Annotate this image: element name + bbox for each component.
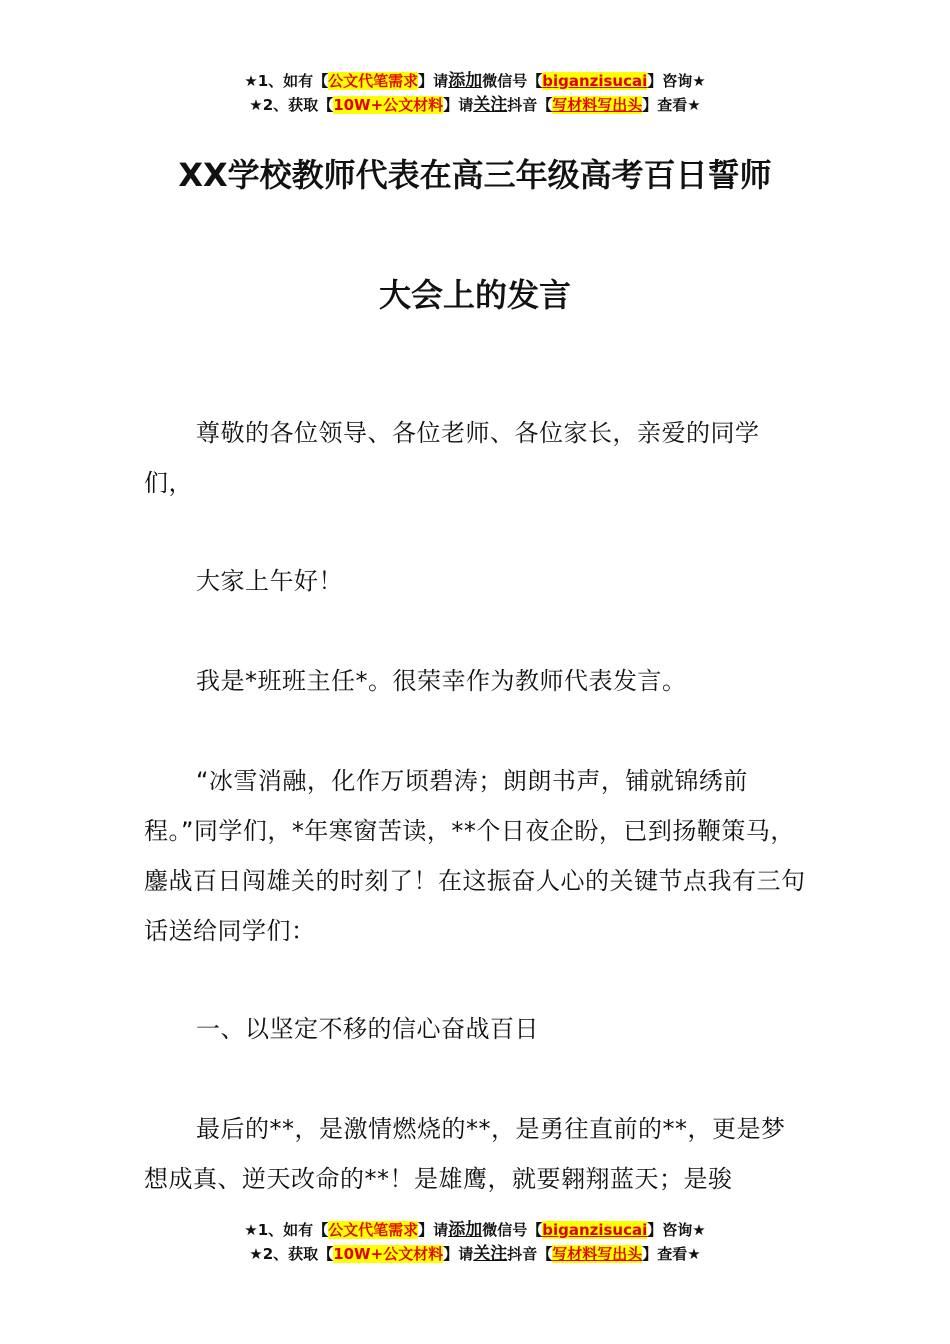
paragraph-greeting: 尊敬的各位领导、各位老师、各位家长，亲爱的同学们， — [144, 419, 760, 497]
title-line-1: XX学校教师代表在高三年级高考百日誓师 — [178, 156, 772, 194]
banner-text: 】请 — [418, 1221, 449, 1239]
banner-text: 抖音【 — [507, 1245, 553, 1263]
banner-text: 】请 — [418, 72, 449, 90]
banner-highlight: 公文代笔需求 — [328, 1221, 419, 1239]
banner-text: 】查看★ — [642, 96, 701, 114]
banner-text: ★2、获取【 — [249, 1245, 334, 1263]
paragraph-section-1: 最后的**，是激情燃烧的**，是勇往直前的**，更是梦想成真、逆天改命的**！是雄鹰，就要翱翔蓝天；是骏 — [144, 1115, 786, 1193]
banner-text: 微信号【 — [482, 72, 543, 90]
banner-highlight: 10W+公文材料 — [333, 96, 444, 114]
banner-emphasis: 添加 — [448, 71, 483, 91]
banner-text: 】请 — [443, 96, 474, 114]
banner-text: 微信号【 — [482, 1221, 543, 1239]
banner-text: ★1、如有【 — [244, 72, 329, 90]
paragraph-intro: 我是*班班主任*。很荣幸作为教师代表发言。 — [196, 667, 687, 695]
banner-highlight: 写材料写出头 — [552, 96, 643, 114]
banner-text: ★1、如有【 — [244, 1221, 329, 1239]
banner-text: 】咨询★ — [647, 1221, 706, 1239]
banner-text: 】咨询★ — [647, 72, 706, 90]
paragraph-quote: “冰雪消融，化作万顷碧涛；朗朗书声，铺就锦绣前程。”同学们，*年寒窗苦读，**个日夜企盼，已到扬鞭策马，鏖战百日闯雄关的时刻了！在这振奋人心的关键节点我有三句话送给同学们： — [144, 767, 806, 945]
banner-emphasis: 关注 — [473, 1244, 508, 1264]
banner-line-2 — [0, 93, 950, 117]
banner-text: ★2、获取【 — [249, 96, 334, 114]
banner-text: 】请 — [443, 1245, 474, 1263]
banner-line-1 — [0, 69, 950, 93]
banner-emphasis: 关注 — [473, 95, 508, 115]
banner-line-1 — [0, 1218, 950, 1242]
banner-highlight: 写材料写出头 — [552, 1245, 643, 1263]
banner-highlight: biganzisucai — [542, 72, 648, 90]
banner-text: 】查看★ — [642, 1245, 701, 1263]
banner-line-2 — [0, 1242, 950, 1266]
banner-emphasis: 添加 — [448, 1220, 483, 1240]
title-line-2: 大会上的发言 — [378, 276, 571, 314]
section-heading-1: 一、以坚定不移的信心奋战百日 — [196, 1015, 539, 1043]
paragraph-hello: 大家上午好！ — [196, 567, 343, 595]
banner-highlight: 10W+公文材料 — [333, 1245, 444, 1263]
banner-text: 抖音【 — [507, 96, 553, 114]
footer-banner — [0, 1218, 950, 1266]
banner-highlight: 公文代笔需求 — [328, 72, 419, 90]
banner-highlight: biganzisucai — [542, 1221, 648, 1239]
header-banner — [0, 69, 950, 117]
